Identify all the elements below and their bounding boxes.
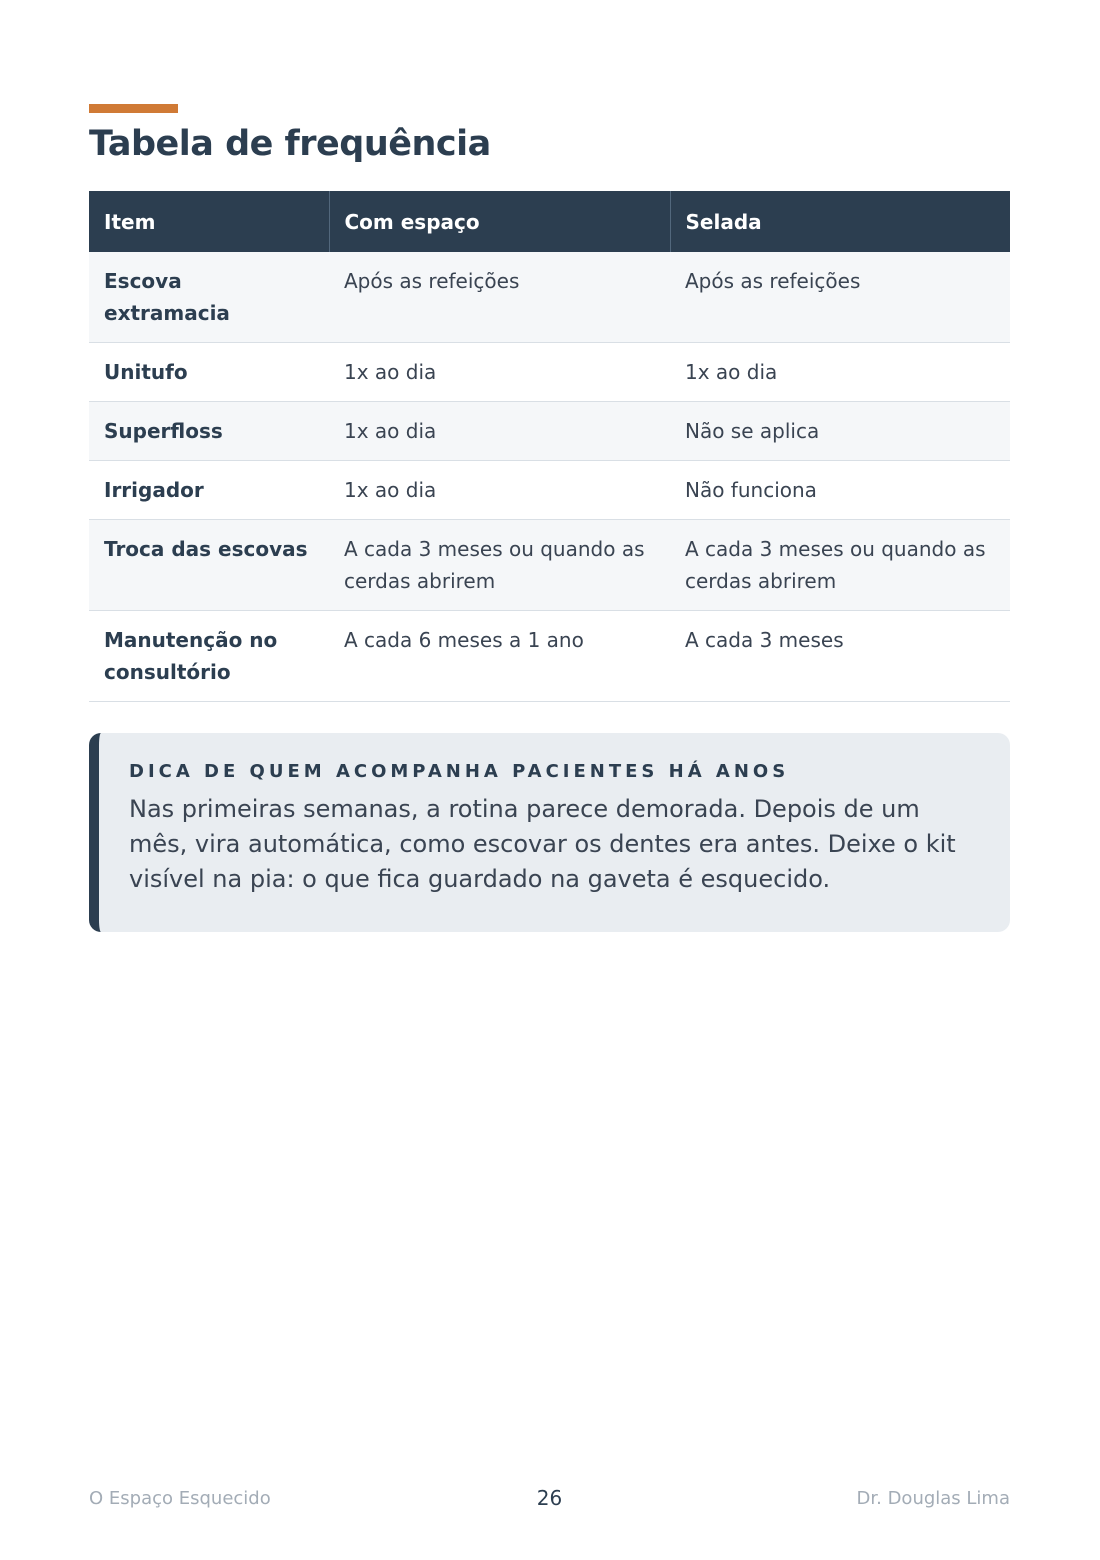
table-row — [89, 611, 1010, 702]
table-cell-item: Escova extramacia — [89, 252, 329, 343]
table-cell: A cada 3 meses ou quando as cerdas abrirem — [670, 520, 1010, 611]
table-cell: A cada 3 meses — [670, 611, 1010, 702]
page-title: Tabela de frequência — [89, 124, 491, 164]
table-cell-item: Unitufo — [89, 343, 329, 402]
table-cell: 1x ao dia — [670, 343, 1010, 402]
table-row — [89, 520, 1010, 611]
table-cell: A cada 3 meses ou quando as cerdas abrirem — [329, 520, 670, 611]
table-cell: 1x ao dia — [329, 343, 670, 402]
table-cell: A cada 6 meses a 1 ano — [329, 611, 670, 702]
footer-page-number: 26 — [536, 1486, 563, 1510]
page-footer — [89, 1488, 1010, 1512]
column-header-com-espaco: Com espaço — [329, 191, 670, 252]
footer-author: Dr. Douglas Lima — [856, 1488, 1010, 1509]
table-cell-item: Manutenção no consultório — [89, 611, 329, 702]
table-cell-item: Troca das escovas — [89, 520, 329, 611]
frequency-table — [89, 191, 1010, 702]
table-cell-item: Superfloss — [89, 402, 329, 461]
column-header-selada: Selada — [670, 191, 1010, 252]
table-cell-item: Irrigador — [89, 461, 329, 520]
column-header-item: Item — [89, 191, 329, 252]
tip-label: DICA DE QUEM ACOMPANHA PACIENTES HÁ ANOS — [129, 761, 790, 782]
title-accent-bar — [89, 104, 178, 113]
table-cell: Após as refeições — [670, 252, 1010, 343]
table-cell: Não se aplica — [670, 402, 1010, 461]
tip-callout — [89, 733, 1010, 932]
table-row — [89, 252, 1010, 343]
table-cell: 1x ao dia — [329, 402, 670, 461]
table-row — [89, 343, 1010, 402]
table-row — [89, 402, 1010, 461]
table-row — [89, 461, 1010, 520]
tip-text: Nas primeiras semanas, a rotina parece demorada. Depois de um mês, vira automática, como escovar os dentes era antes. Deixe o kit visível na pia: o que fica guardado na gaveta é esquecido. — [129, 795, 956, 893]
table-cell: Após as refeições — [329, 252, 670, 343]
table-header-row — [89, 191, 1010, 252]
footer-book-title: O Espaço Esquecido — [89, 1488, 271, 1509]
table-cell: 1x ao dia — [329, 461, 670, 520]
table-cell: Não funciona — [670, 461, 1010, 520]
